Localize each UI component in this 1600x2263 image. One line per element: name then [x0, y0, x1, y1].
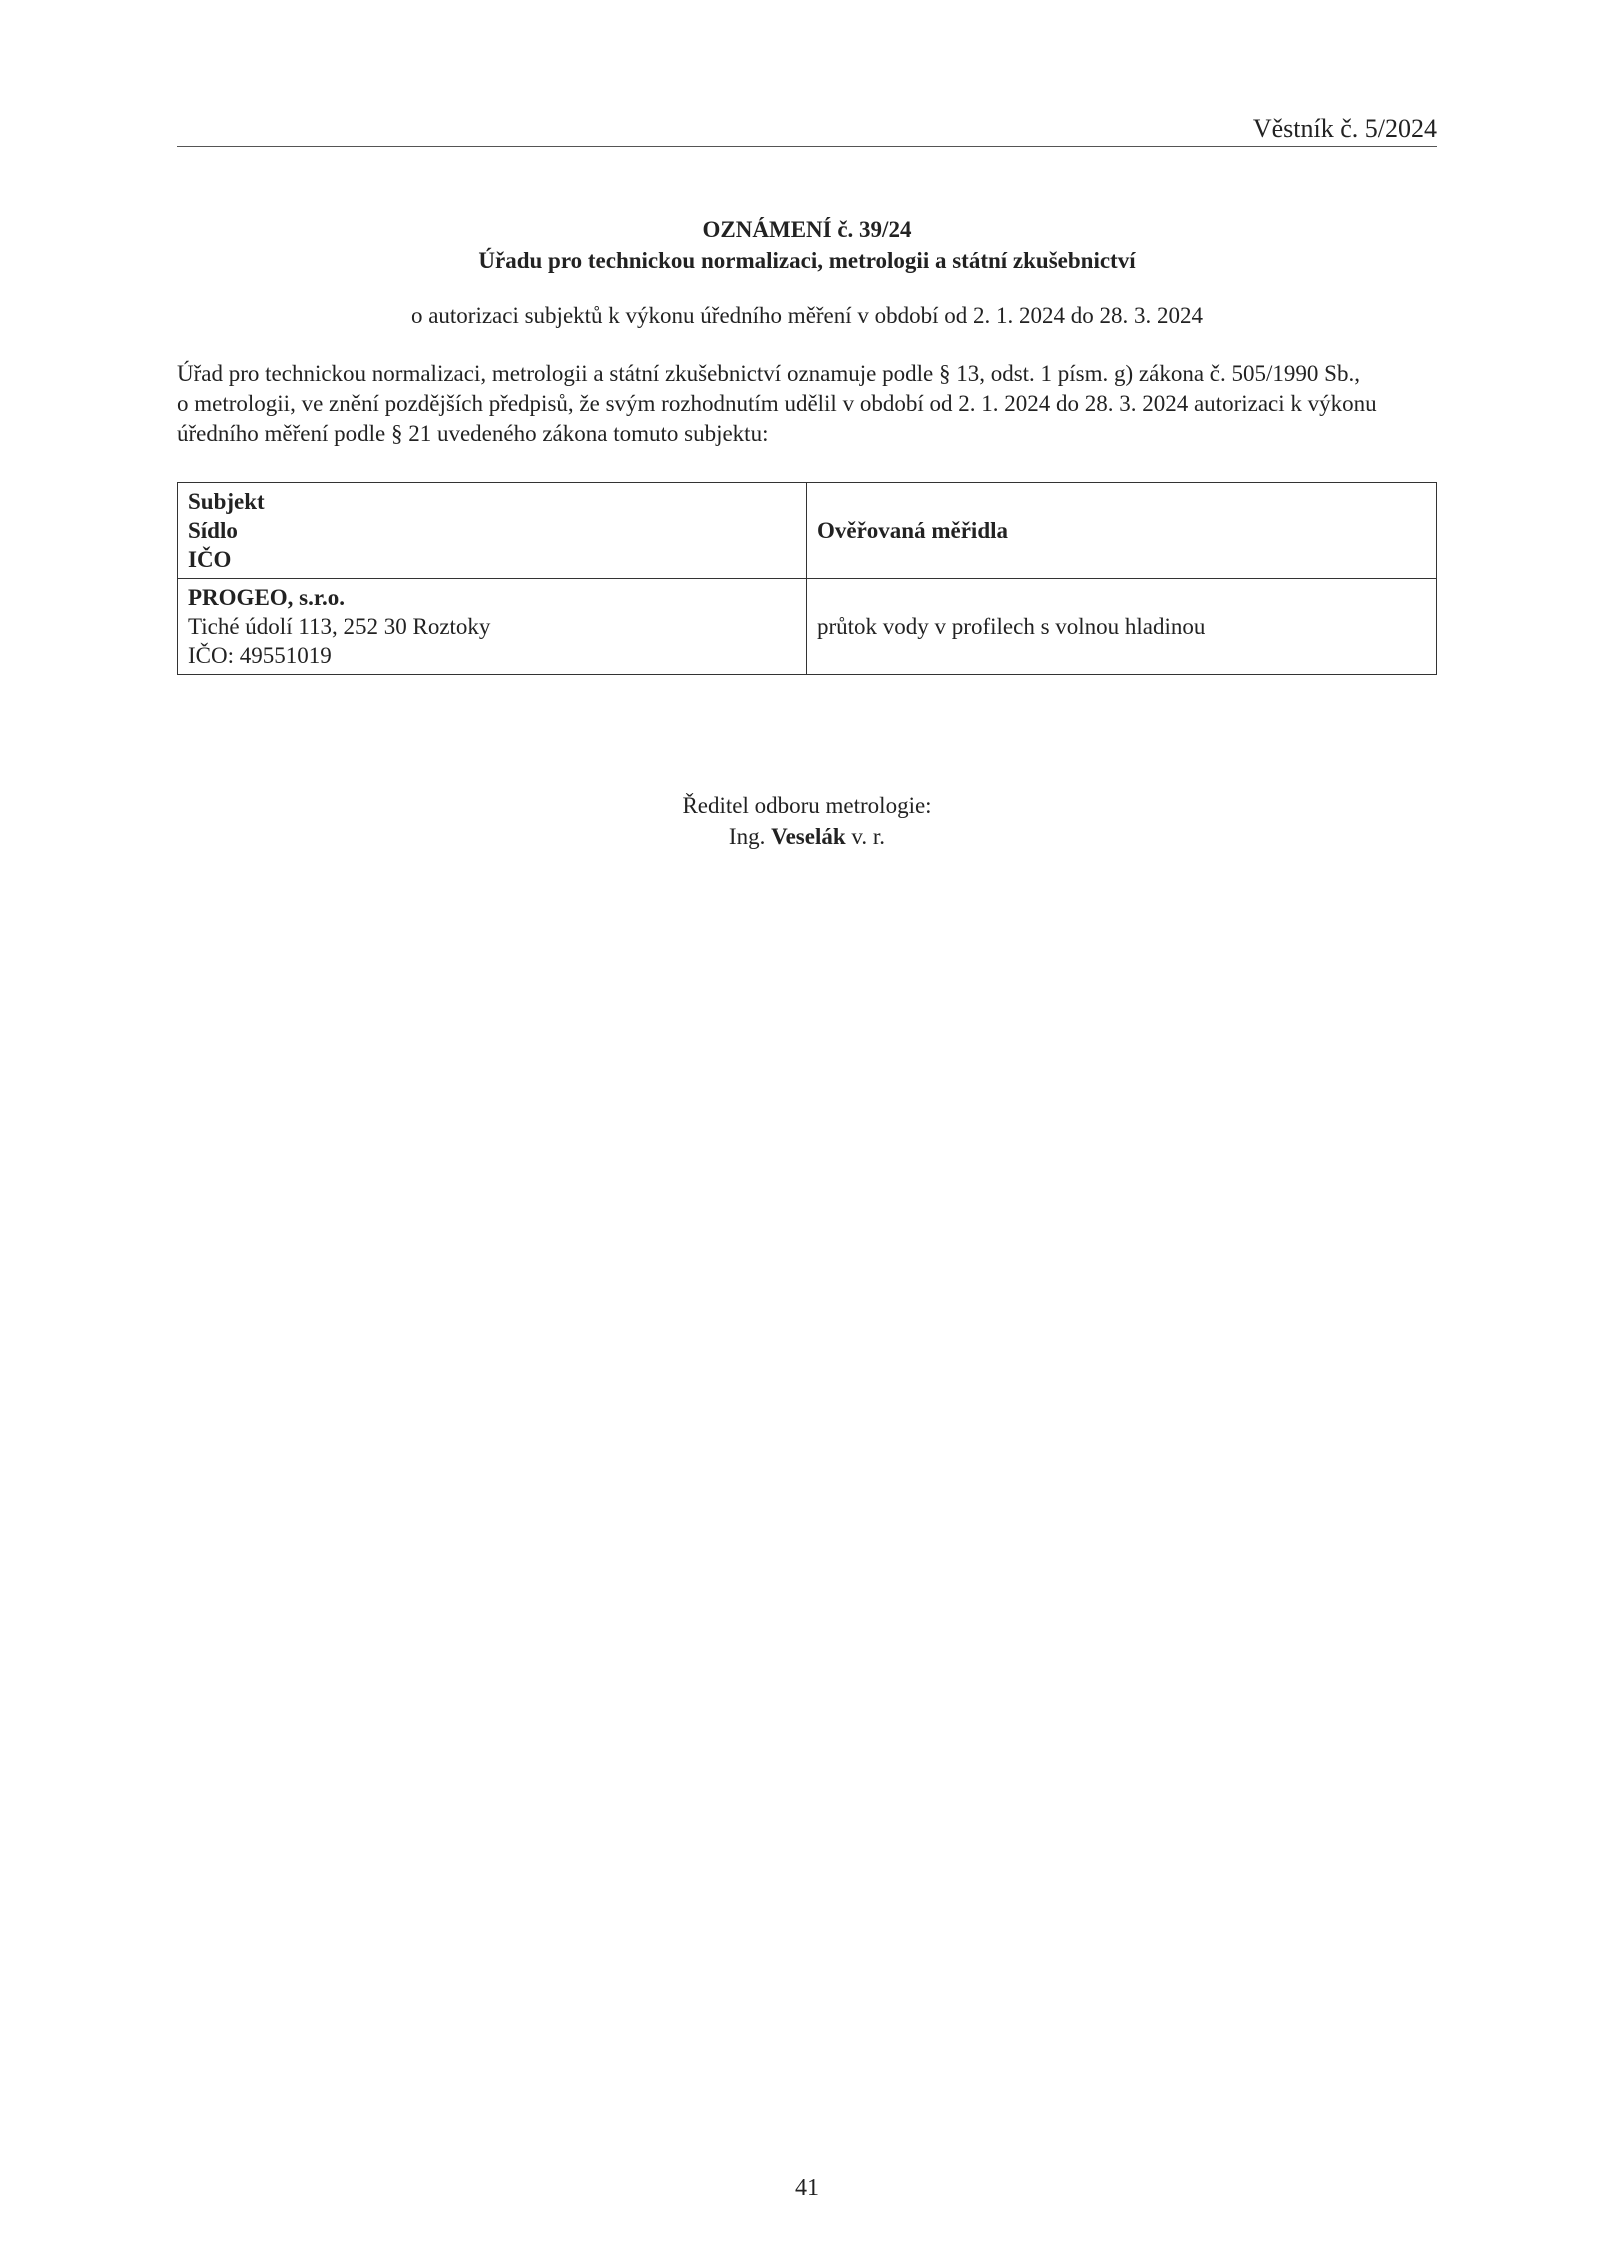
header-cell-instruments: Ověřovaná měřidla: [807, 483, 1437, 579]
publication-header: Věstník č. 5/2024: [1252, 114, 1437, 143]
signatory-surname: Veselák: [771, 824, 846, 849]
header-divider: [177, 146, 1437, 147]
notice-body: [177, 359, 1437, 449]
notice-subject: o autorizaci subjektů k výkonu úředního měření v období od 2. 1. 2024 do 28. 3. 2024: [410, 303, 1204, 328]
subject-address: Tiché údolí 113, 252 30 Roztoky: [188, 614, 491, 639]
notice-issuer: Úřadu pro technickou normalizaci, metrologii a státní zkušebnictví: [478, 248, 1136, 273]
table-row: [178, 579, 1437, 675]
cell-instruments: průtok vody v profilech s volnou hladinou: [807, 579, 1437, 675]
table-header-row: [178, 483, 1437, 579]
header-subject: Subjekt: [188, 489, 265, 514]
subject-name: PROGEO, s.r.o.: [188, 585, 345, 610]
header-ico: IČO: [188, 547, 232, 572]
notice-body-line: o metrologii, ve znění pozdějších předpisů, že svým rozhodnutím udělil v období od 2. 1. 2024 do 28. 3. 2024 autorizaci k výkonu: [177, 391, 1377, 416]
page-number: 41: [795, 2175, 819, 2201]
signatory-role: Ředitel odboru metrologie:: [682, 793, 932, 818]
signatory-suffix: v. r.: [851, 824, 886, 849]
notice-title: OZNÁMENÍ č. 39/24: [702, 217, 912, 242]
notice-title-block: [177, 214, 1437, 276]
signatory-title: Ing.: [728, 824, 766, 849]
authorization-table: [177, 482, 1437, 675]
signatory-name: [177, 821, 1437, 852]
notice-body-line: úředního měření podle § 21 uvedeného zákona tomuto subjektu:: [177, 421, 769, 446]
header-seat: Sídlo: [188, 518, 238, 543]
signature-block: [177, 790, 1437, 852]
subject-ico: IČO: 49551019: [188, 643, 332, 668]
header-cell-subject: [178, 483, 807, 579]
cell-subject: [178, 579, 807, 675]
notice-body-line: Úřad pro technickou normalizaci, metrologii a státní zkušebnictví oznamuje podle § 13, odst. 1 písm. g) zákona č. 505/1990 Sb.,: [177, 361, 1360, 386]
